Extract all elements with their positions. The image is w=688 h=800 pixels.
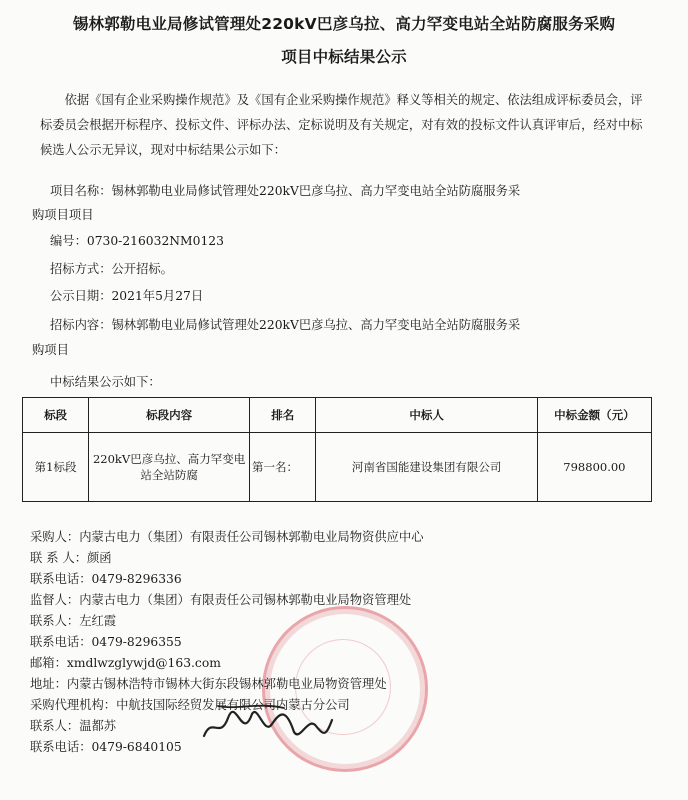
agency: 采购代理机构：中航技国际经贸发展有限公司内蒙古分公司 bbox=[30, 698, 350, 712]
purchaser: 采购人：内蒙古电力（集团）有限责任公司锡林郭勒电业局物资供应中心 bbox=[30, 530, 424, 544]
cell-rank: 第一名： bbox=[250, 433, 316, 502]
purchaser-contact: 联 系 人：颜函 bbox=[30, 551, 112, 565]
agency-phone: 联系电话：0479-6840105 bbox=[30, 740, 182, 754]
bidding-content-line1: 招标内容：锡林郭勒电业局修试管理处220kV巴彦乌拉、高力罕变电站全站防腐服务采 bbox=[50, 318, 521, 332]
email: 邮箱：xmdlwzglywjd@163.com bbox=[30, 656, 221, 670]
header-winner: 中标人 bbox=[316, 398, 537, 433]
document-title: 锡林郭勒电业局修试管理处220kV巴彦乌拉、高力罕变电站全站防腐服务采购 bbox=[72, 15, 616, 33]
publication-date: 公示日期：2021年5月27日 bbox=[50, 289, 204, 303]
result-table bbox=[22, 397, 652, 502]
project-name-line2: 购项目项目 bbox=[32, 208, 94, 222]
cell-winner: 河南省国能建设集团有限公司 bbox=[316, 433, 537, 502]
document-subtitle: 项目中标结果公示 bbox=[281, 48, 407, 66]
header-amount: 中标金额（元） bbox=[537, 398, 651, 433]
table-header-row bbox=[23, 398, 652, 433]
project-number: 编号：0730-216032NM0123 bbox=[50, 234, 224, 248]
intro-paragraph: 依据《国有企业采购操作规范》及《国有企业采购操作规范》释义等相关的规定、依法组成评标委员会，评标委员会根据开标程序、投标文件、评标办法、定标说明及有关规定，对有效的投标文件认真评审后，经对中标候选人公示无异议，现对中标结果公示如下： bbox=[40, 93, 643, 157]
agency-contact: 联系人：温都苏 bbox=[30, 719, 117, 733]
bidding-content-line2: 购项目 bbox=[32, 343, 69, 357]
table-row bbox=[23, 433, 652, 502]
header-section: 标段 bbox=[23, 398, 89, 433]
supervisor-phone: 联系电话：0479-8296355 bbox=[30, 635, 182, 649]
project-name-line1: 项目名称：锡林郭勒电业局修试管理处220kV巴彦乌拉、高力罕变电站全站防腐服务采 bbox=[50, 184, 521, 198]
cell-content: 220kV巴彦乌拉、高力罕变电站全站防腐 bbox=[89, 433, 250, 502]
result-heading: 中标结果公示如下： bbox=[50, 375, 161, 389]
header-content: 标段内容 bbox=[89, 398, 250, 433]
header-rank: 排名 bbox=[250, 398, 316, 433]
cell-amount: 798800.00 bbox=[537, 433, 651, 502]
address: 地址：内蒙古锡林浩特市锡林大街东段锡林郭勒电业局物资管理处 bbox=[30, 677, 387, 691]
supervisor-contact: 联系人：左红霞 bbox=[30, 614, 117, 628]
bidding-method: 招标方式：公开招标。 bbox=[50, 262, 173, 276]
purchaser-phone: 联系电话：0479-8296336 bbox=[30, 572, 182, 586]
cell-section: 第1标段 bbox=[23, 433, 89, 502]
supervisor: 监督人：内蒙古电力（集团）有限责任公司锡林郭勒电业局物资管理处 bbox=[30, 593, 412, 607]
